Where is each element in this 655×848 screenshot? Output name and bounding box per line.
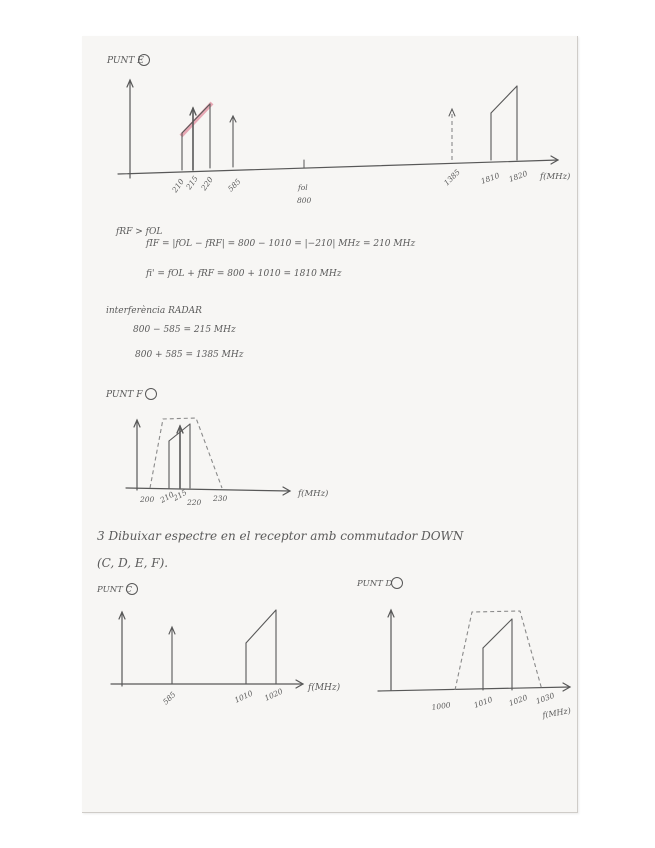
e-tick-210: 210	[170, 177, 186, 195]
f-tick-230: 230	[213, 494, 228, 503]
equations	[106, 227, 415, 360]
section-f	[105, 389, 328, 508]
c-axis-label: f(MHz)	[308, 683, 341, 693]
f-tick-210: 210	[158, 489, 176, 505]
section-d	[356, 578, 572, 721]
section-e	[106, 55, 570, 206]
d-tick-1010: 1010	[472, 694, 494, 710]
e-band2-slope	[491, 86, 517, 113]
section-d-title: PUNT D	[357, 579, 393, 589]
d-filter-mask	[455, 611, 542, 690]
section-c-title: PUNT C	[97, 585, 133, 595]
c-tick-1010: 1010	[233, 688, 255, 705]
f-tick-220: 220	[187, 498, 202, 507]
eq-interference-title: interferència RADAR	[106, 306, 202, 316]
section-e-title: PUNT E	[107, 56, 144, 66]
e-tick-fol: fol	[298, 183, 308, 192]
f-filter-mask	[150, 418, 222, 488]
e-axis-label: f(MHz)	[540, 172, 571, 182]
f-axis-label: f(MHz)	[298, 489, 329, 499]
e-tick-220: 220	[199, 175, 215, 193]
f-x-axis	[126, 488, 290, 491]
eq-radar-plus: 800 + 585 = 1385 MHz	[135, 350, 244, 360]
c-band-slope	[246, 610, 276, 643]
f-tick-200: 200	[140, 495, 155, 504]
e-tick-1385: 1385	[442, 167, 462, 188]
eq-fi-prime: fi' = fOL + fRF = 800 + 1010 = 1810 MHz	[146, 269, 342, 279]
d-axis-label: f(MHz)	[541, 706, 572, 720]
d-x-axis	[378, 687, 570, 691]
d-tick-1030: 1030	[534, 690, 556, 706]
task-text	[97, 529, 464, 570]
task-line-1: 3 Dibuixar espectre en el receptor amb commutador DOWN	[97, 529, 464, 543]
e-tick-800: 800	[297, 196, 312, 205]
e-tick-1820: 1820	[507, 168, 529, 184]
eq-fif: fIF = |fOL − fRF| = 800 − 1010 = |−210| MHz = 210 MHz	[146, 239, 416, 249]
c-tick-585: 585	[161, 689, 178, 707]
d-tick-1000: 1000	[431, 700, 452, 712]
circle-d-icon	[392, 578, 403, 589]
d-band-slope	[483, 619, 512, 648]
e-tick-585: 585	[226, 176, 243, 194]
task-line-2: (C, D, E, F).	[97, 556, 169, 570]
e-if-band-highlight	[181, 103, 212, 136]
eq-radar-minus: 800 − 585 = 215 MHz	[133, 325, 236, 335]
f-tick-215: 215	[171, 487, 189, 503]
e-tick-1810: 1810	[479, 170, 501, 186]
c-tick-1020: 1020	[263, 686, 285, 703]
circle-f-icon	[146, 389, 157, 400]
section-f-title: PUNT F	[106, 390, 143, 400]
section-c	[96, 584, 341, 707]
eq-condition: fRF > fOL	[116, 227, 163, 237]
d-tick-1020: 1020	[507, 692, 529, 708]
e-band-slope	[182, 104, 210, 133]
e-tick-215: 215	[184, 174, 200, 192]
